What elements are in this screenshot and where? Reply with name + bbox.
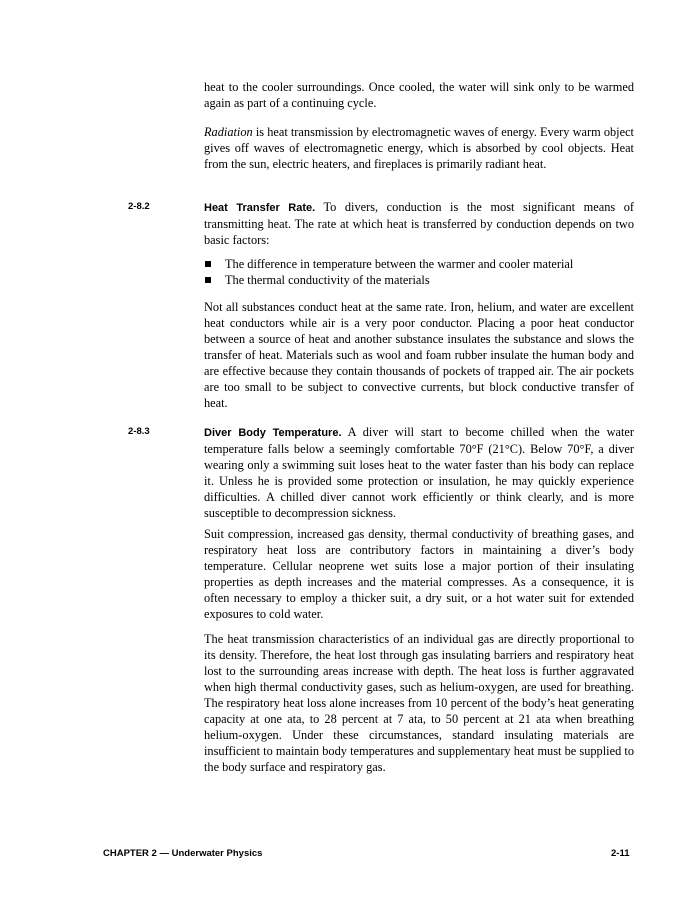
diver-body-temperature-text: A diver will start to become chilled when the water temperature falls below a seemingly comfortable 70°F (21°C). Below 70°F, a diver wearing only a swimming suit loses heat to the water faster than his body can replace it. Unless he is provided some protection or insulation, he may quickly experience difficulties. A chilled diver cannot work efficiently or think clearly, and is more susceptible to decompression sickness. (204, 425, 634, 520)
term-radiation: Radiation (204, 125, 253, 139)
section-number-2-8-2: 2-8.2 (128, 201, 150, 212)
paragraph-suit-compression: Suit compression, increased gas density, thermal conductivity of breathing gases, and respiratory heat loss are contributory factors in maintaining a diver’s body temperature. Cellular neoprene wet suits lose a major portion of their insulating properties as depth increases and the material compresses. As a consequence, it is often necessary to employ a thicker suit, a dry suit, or a hot water suit for extended exposures to cold water. (204, 527, 634, 621)
footer-page-number: 2-11 (611, 848, 630, 859)
paragraph-gas-transmission: The heat transmission characteristics of an individual gas are directly proportional to its density. Therefore, the heat lost through gas insulating barriers and respiratory heat lost to the surrounding areas increase with depth. The heat loss is further aggravated when high thermal conductivity gases, such as helium-oxygen, are used for breathing. The respiratory heat loss alone increases from 10 percent of the body’s heat generating capacity at one ata, to 28 percent at 7 ata, to 50 percent at 21 ata when breathing helium-oxygen. Under these circumstances, standard insulating materials are insufficient to maintain body temperatures and supplementary heat must be supplied to the body surface and respiratory gas. (204, 632, 634, 774)
heading-diver-body-temperature: Diver Body Temperature. (204, 427, 342, 439)
heat-transfer-rate-text: To divers, conduction is the most significant means of transmitting heat. The rate at which heat is transferred by conduction depends on two basic factors: (204, 200, 634, 247)
bullet-square-icon (205, 261, 211, 267)
bullet-text: The thermal conductivity of the materials (225, 273, 430, 287)
heading-heat-transfer-rate: Heat Transfer Rate. (204, 202, 316, 214)
section-number-2-8-3: 2-8.3 (128, 426, 150, 437)
footer-chapter-title: CHAPTER 2 — Underwater Physics (103, 848, 263, 859)
list-item (204, 272, 634, 288)
bullet-text: The difference in temperature between the warmer and cooler material (225, 257, 574, 271)
paragraph-conductors: Not all substances conduct heat at the same rate. Iron, helium, and water are excellent heat conductors while air is a very poor conductor. Placing a poor heat conductor between a source of heat and another substance insulates the substance and slows the transfer of heat. Materials such as wool and foam rubber insulate the human body and are effective because they contain thousands of pockets of trapped air. The air pockets are too small to be subject to convective currents, but block conductive transfer of heat. (204, 300, 634, 410)
radiation-text: is heat transmission by electromagnetic waves of energy. Every warm object gives off waves of electromagnetic energy, which is absorbed by cool objects. Heat from the sun, electric heaters, and fireplaces is primarily radiant heat. (204, 125, 634, 171)
bullet-square-icon (205, 277, 211, 283)
list-item (204, 256, 634, 272)
paragraph-convection-cont: heat to the cooler surroundings. Once cooled, the water will sink only to be warmed again as part of a continuing cycle. (204, 80, 634, 110)
paragraph-heat-transfer-rate (204, 199, 634, 248)
paragraph-diver-body-temperature (204, 424, 634, 521)
paragraph-radiation (204, 124, 634, 172)
factor-list (204, 256, 634, 288)
